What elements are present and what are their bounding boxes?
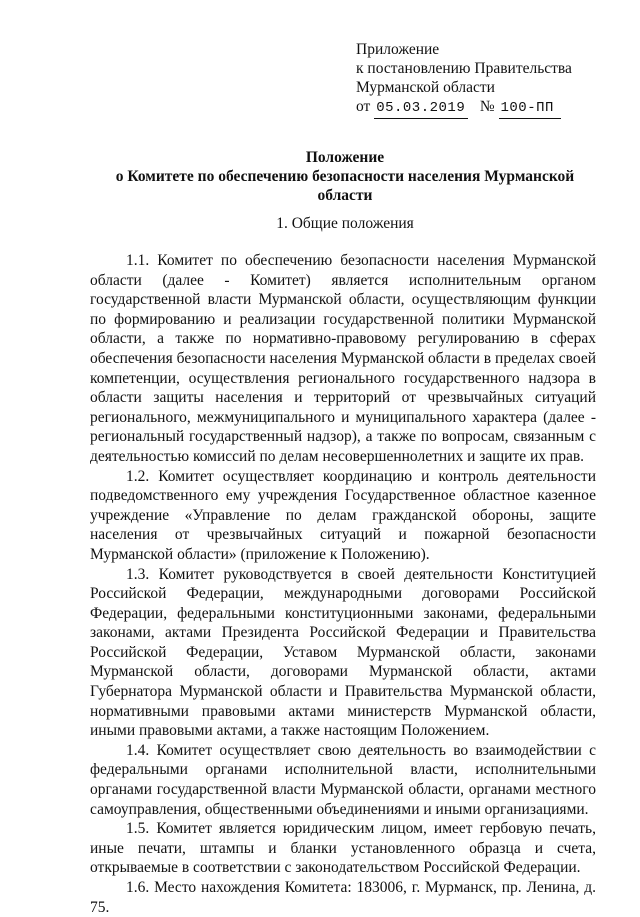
paragraph-1-1: 1.1. Комитет по обеспечению безопасности населения Мурманской области (далее - Комитет) является исполнительным органом государственной власти Мурманской области, осуществляющим функции по формированию и реализации государственной политики Мурманской области, а также по нормативно-правовому регулированию в сферах обеспечения безопасности населения Мурманской области в пределах своей компетенции, осуществления регионального государственного надзора в области защиты населения и территорий от чрезвычайных ситуаций регионального, межмуниципального и муниципального характера (далее - региональный государственный надзор), а также по вопросам, связанным с деятельностью комиссий по делам несовершеннолетних и защите их прав. (90, 252, 596, 465)
decree-date: 05.03.2019 (374, 99, 468, 119)
appendix-block (356, 40, 626, 119)
appendix-region: Мурманской области (356, 79, 495, 96)
document-title (100, 148, 590, 205)
paragraph-1-5: 1.5. Комитет является юридическим лицом, имеет гербовую печать, иные печати, штампы и бланки установленного образца и счета, открываемые в соответствии с законодательством Российской Федерации. (90, 820, 596, 877)
paragraph-1-4: 1.4. Комитет осуществляет свою деятельность во взаимодействии с федеральными органами исполнительной власти, исполнительными органами государственной власти Мурманской области, органами местного самоуправления, общественными объединениями и иными организациями. (90, 741, 596, 818)
document-body (90, 251, 596, 917)
decree-number: 100-ПП (499, 99, 561, 119)
paragraph-1-6: 1.6. Место нахождения Комитета: 183006, г. Мурманск, пр. Ленина, д. 75. (90, 879, 596, 916)
date-label: от (356, 98, 371, 115)
title-line-3: области (317, 187, 373, 204)
number-label: № (479, 98, 495, 115)
paragraph-1-3: 1.3. Комитет руководствуется в своей деятельности Конституцией Российской Федерации, международными договорами Российской Федерации, федеральными конституционными законами, федеральными законами, актами Президента Российской Федерации и Правительства Российской Федерации, Уставом Мурманской области, законами Мурманской области, договорами Мурманской области, актами Губернатора Мурманской области и Правительства Мурманской области, нормативными правовыми актами министерств Мурманской области, иными правовыми актами, а также настоящим Положением. (90, 565, 596, 740)
appendix-label: Приложение (356, 41, 440, 58)
section-heading: 1. Общие положения (276, 215, 414, 232)
appendix-date-number-line (356, 97, 626, 119)
title-line-2: о Комитете по обеспечению безопасности населения Мурманской (115, 168, 575, 185)
title-line-1: Положение (305, 149, 385, 166)
appendix-decree-ref: к постановлению Правительства (356, 60, 572, 77)
paragraph-1-2: 1.2. Комитет осуществляет координацию и контроль деятельности подведомственного ему учреждения Государственное областное казенное учреждение «Управление по делам гражданской обороны, защите населения от чрезвычайных ситуаций и пожарной безопасности Мурманской области» (приложение к Положению). (90, 467, 596, 563)
